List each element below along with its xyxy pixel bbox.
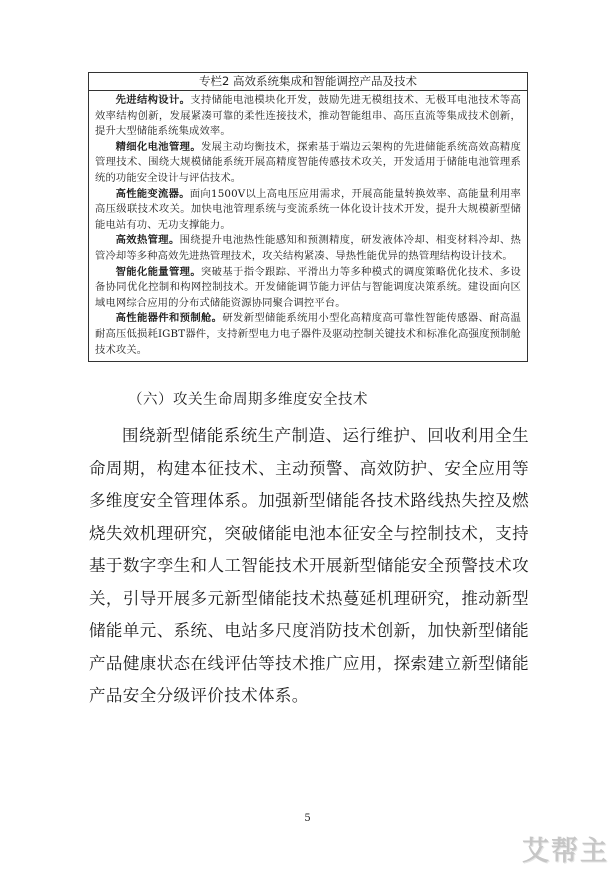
feature-item [95,311,521,358]
feature-item [95,233,521,264]
feature-box-title: 专栏2 高效系统集成和智能调控产品及技术 [89,73,527,91]
section-body [89,420,529,713]
feature-item-label: 高性能器件和预制舱。 [115,312,223,325]
watermark-logo: 艾帮主 [522,836,609,867]
feature-item-text: 围绕提升电池热性能感知和预测精度，研发液体冷却、相变材料冷却、热管冷却等多种高效先进热管理技术，攻关结构紧凑、导热性能优异的热管理结构设计技术。 [95,234,521,262]
feature-item-label: 精细化电池管理。 [115,140,201,153]
feature-item-label: 高效热管理。 [115,234,180,247]
feature-item-text: 突破基于指令跟踪、平滑出力等多种模式的调度策略优化技术、多设备协同优化控制和构网控制技术。开发储能调节能力评估与智能调度决策系统。建设面向区域电网综合应用的分布式储能资源协同聚合调控平台。 [95,265,522,309]
feature-item-text: 研发新型储能系统用小型化高精度高可靠性智能传感器、耐高温耐高压低损耗IGBT器件，支持新型电力电子器件及驱动控制关键技术和标准化高强度预制舱技术攻关。 [95,312,522,356]
feature-item-label: 先进结构设计。 [115,94,191,106]
section-heading: （六）攻关生命周期多维度安全技术 [128,392,368,408]
feature-item-text: 面向1500V以上高电压应用需求，开展高能量转换效率、高能量利用率高压级联技术攻关。加快电池管理系统与变流系统一体化设计技术开发，提升大规模新型储能电站有功、无功支撑能力。 [95,187,521,231]
feature-item-text: 支持储能电池模块化开发，鼓励先进无模组技术、无极耳电池技术等高效率结构创新，发展紧凑可靠的柔性连接技术，推动智能组串、高压直流等集成技术创新，提升大型储能系统集成效率。 [95,94,521,138]
feature-box [88,72,528,362]
section-paragraph: 围绕新型储能系统生产制造、运行维护、回收利用全生命周期，构建本征技术、主动预警、高效防护、安全应用等多维度安全管理体系。加强新型储能各技术路线热失控及燃烧失效机理研究，突破储能电池本征安全与控制技术，支持基于数字孪生和人工智能技术开展新型储能安全预警技术攻关，引导开展多元新型储能技术热蔓延机理研究，推动新型储能单元、系统、电站多尺度消防技术创新，加快新型储能产品健康状态在线评估等技术推广应用，探索建立新型储能产品安全分级评价技术体系。 [89,426,529,705]
feature-box-body [89,91,527,361]
feature-item-label: 高性能变流器。 [115,187,190,200]
feature-item [95,265,521,312]
feature-item-text: 发展主动均衡技术，探索基于端边云架构的先进储能系统高效高精度管理技术、围绕大规模储能系统开展高精度智能传感技术攻关，开发适用于储能电池管理系统的功能安全设计与评估技术。 [95,140,522,184]
feature-item [95,140,521,187]
page-number: 5 [304,813,311,824]
feature-item [95,187,521,234]
feature-item-label: 智能化能量管理。 [115,265,201,278]
feature-item [95,93,521,140]
